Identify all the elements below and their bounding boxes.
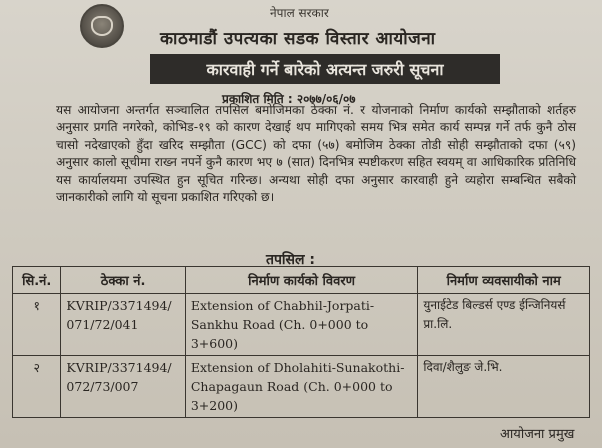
row-serial: २ — [13, 356, 61, 418]
table-row — [13, 294, 590, 356]
header-serial: सि.नं. — [13, 267, 61, 294]
schedule-table — [12, 266, 590, 418]
row-serial: १ — [13, 294, 61, 356]
header-builder: निर्माण व्यवसायीको नाम — [418, 267, 590, 294]
row-contract: KVRIP/3371494/ 072/73/007 — [61, 356, 185, 418]
notice-title: कारवाही गर्ने बारेको अत्यन्त जरुरी सूचना — [206, 60, 444, 79]
schedule-header-row — [13, 267, 590, 294]
signatory: आयोजना प्रमुख — [500, 427, 575, 442]
project-name: काठमाडौं उपत्यका सडक विस्तार आयोजना — [160, 29, 436, 49]
row-description: Extension of Chabhil-Jorpati-Sankhu Road (Ch. 0+000 to 3+600) — [185, 294, 418, 356]
row-builder: दिवा/शैलुङ जे.भि. — [418, 356, 590, 418]
government-name: नेपाल सरकार — [270, 6, 329, 20]
schedule-title: तपसिल : — [266, 252, 315, 268]
notice-title-banner — [150, 54, 500, 84]
notice-body: यस आयोजना अन्तर्गत सञ्चालित तपसिल बमोजिमका ठेक्का नं. र योजनाको निर्माण कार्यको सम्झौताको शर्तहरु अनुसार प्रगति नगरेको, कोभिड-१९ को कारण देखाई थप मागिएको समय भित्र समेत कार्य सम्पन्न गर्ने तर्फ कुनै ठोस चासो नदेखाएको हुँदा खरिद सम्झौता (GCC) को दफा (५७) बमोजिम ठेक्का तोडी सोही सम्झौताको दफा (५९) अनुसार कालो सूचीमा राख्न नपर्ने कुनै कारण भए ७ (सात) दिनभित्र स्पष्टीकरण सहित स्वयम् वा आधिकारिक प्रतिनिधि यस कार्यालयमा उपस्थित हुन सूचित गरिन्छ। अन्यथा सोही दफा अनुसार कारवाही हुने व्यहोरा सम्बन्धित सबैको जानकारीको लागि यो सूचना प्रकाशित गरिएको छ। — [56, 103, 576, 205]
table-row — [13, 356, 590, 418]
nepal-emblem-icon — [80, 4, 124, 48]
header-description: निर्माण कार्यको विवरण — [185, 267, 418, 294]
row-builder: युनाईटेड बिल्डर्स एण्ड ईन्जिनियर्स प्रा.लि. — [418, 294, 590, 356]
published-date: प्रकाशित मिति : २०७७/०६/०७ — [222, 92, 356, 106]
row-contract: KVRIP/3371494/ 071/72/041 — [61, 294, 185, 356]
row-description: Extension of Dholahiti-Sunakothi-Chapagaun Road (Ch. 0+000 to 3+200) — [185, 356, 418, 418]
header-contract: ठेक्का नं. — [61, 267, 185, 294]
